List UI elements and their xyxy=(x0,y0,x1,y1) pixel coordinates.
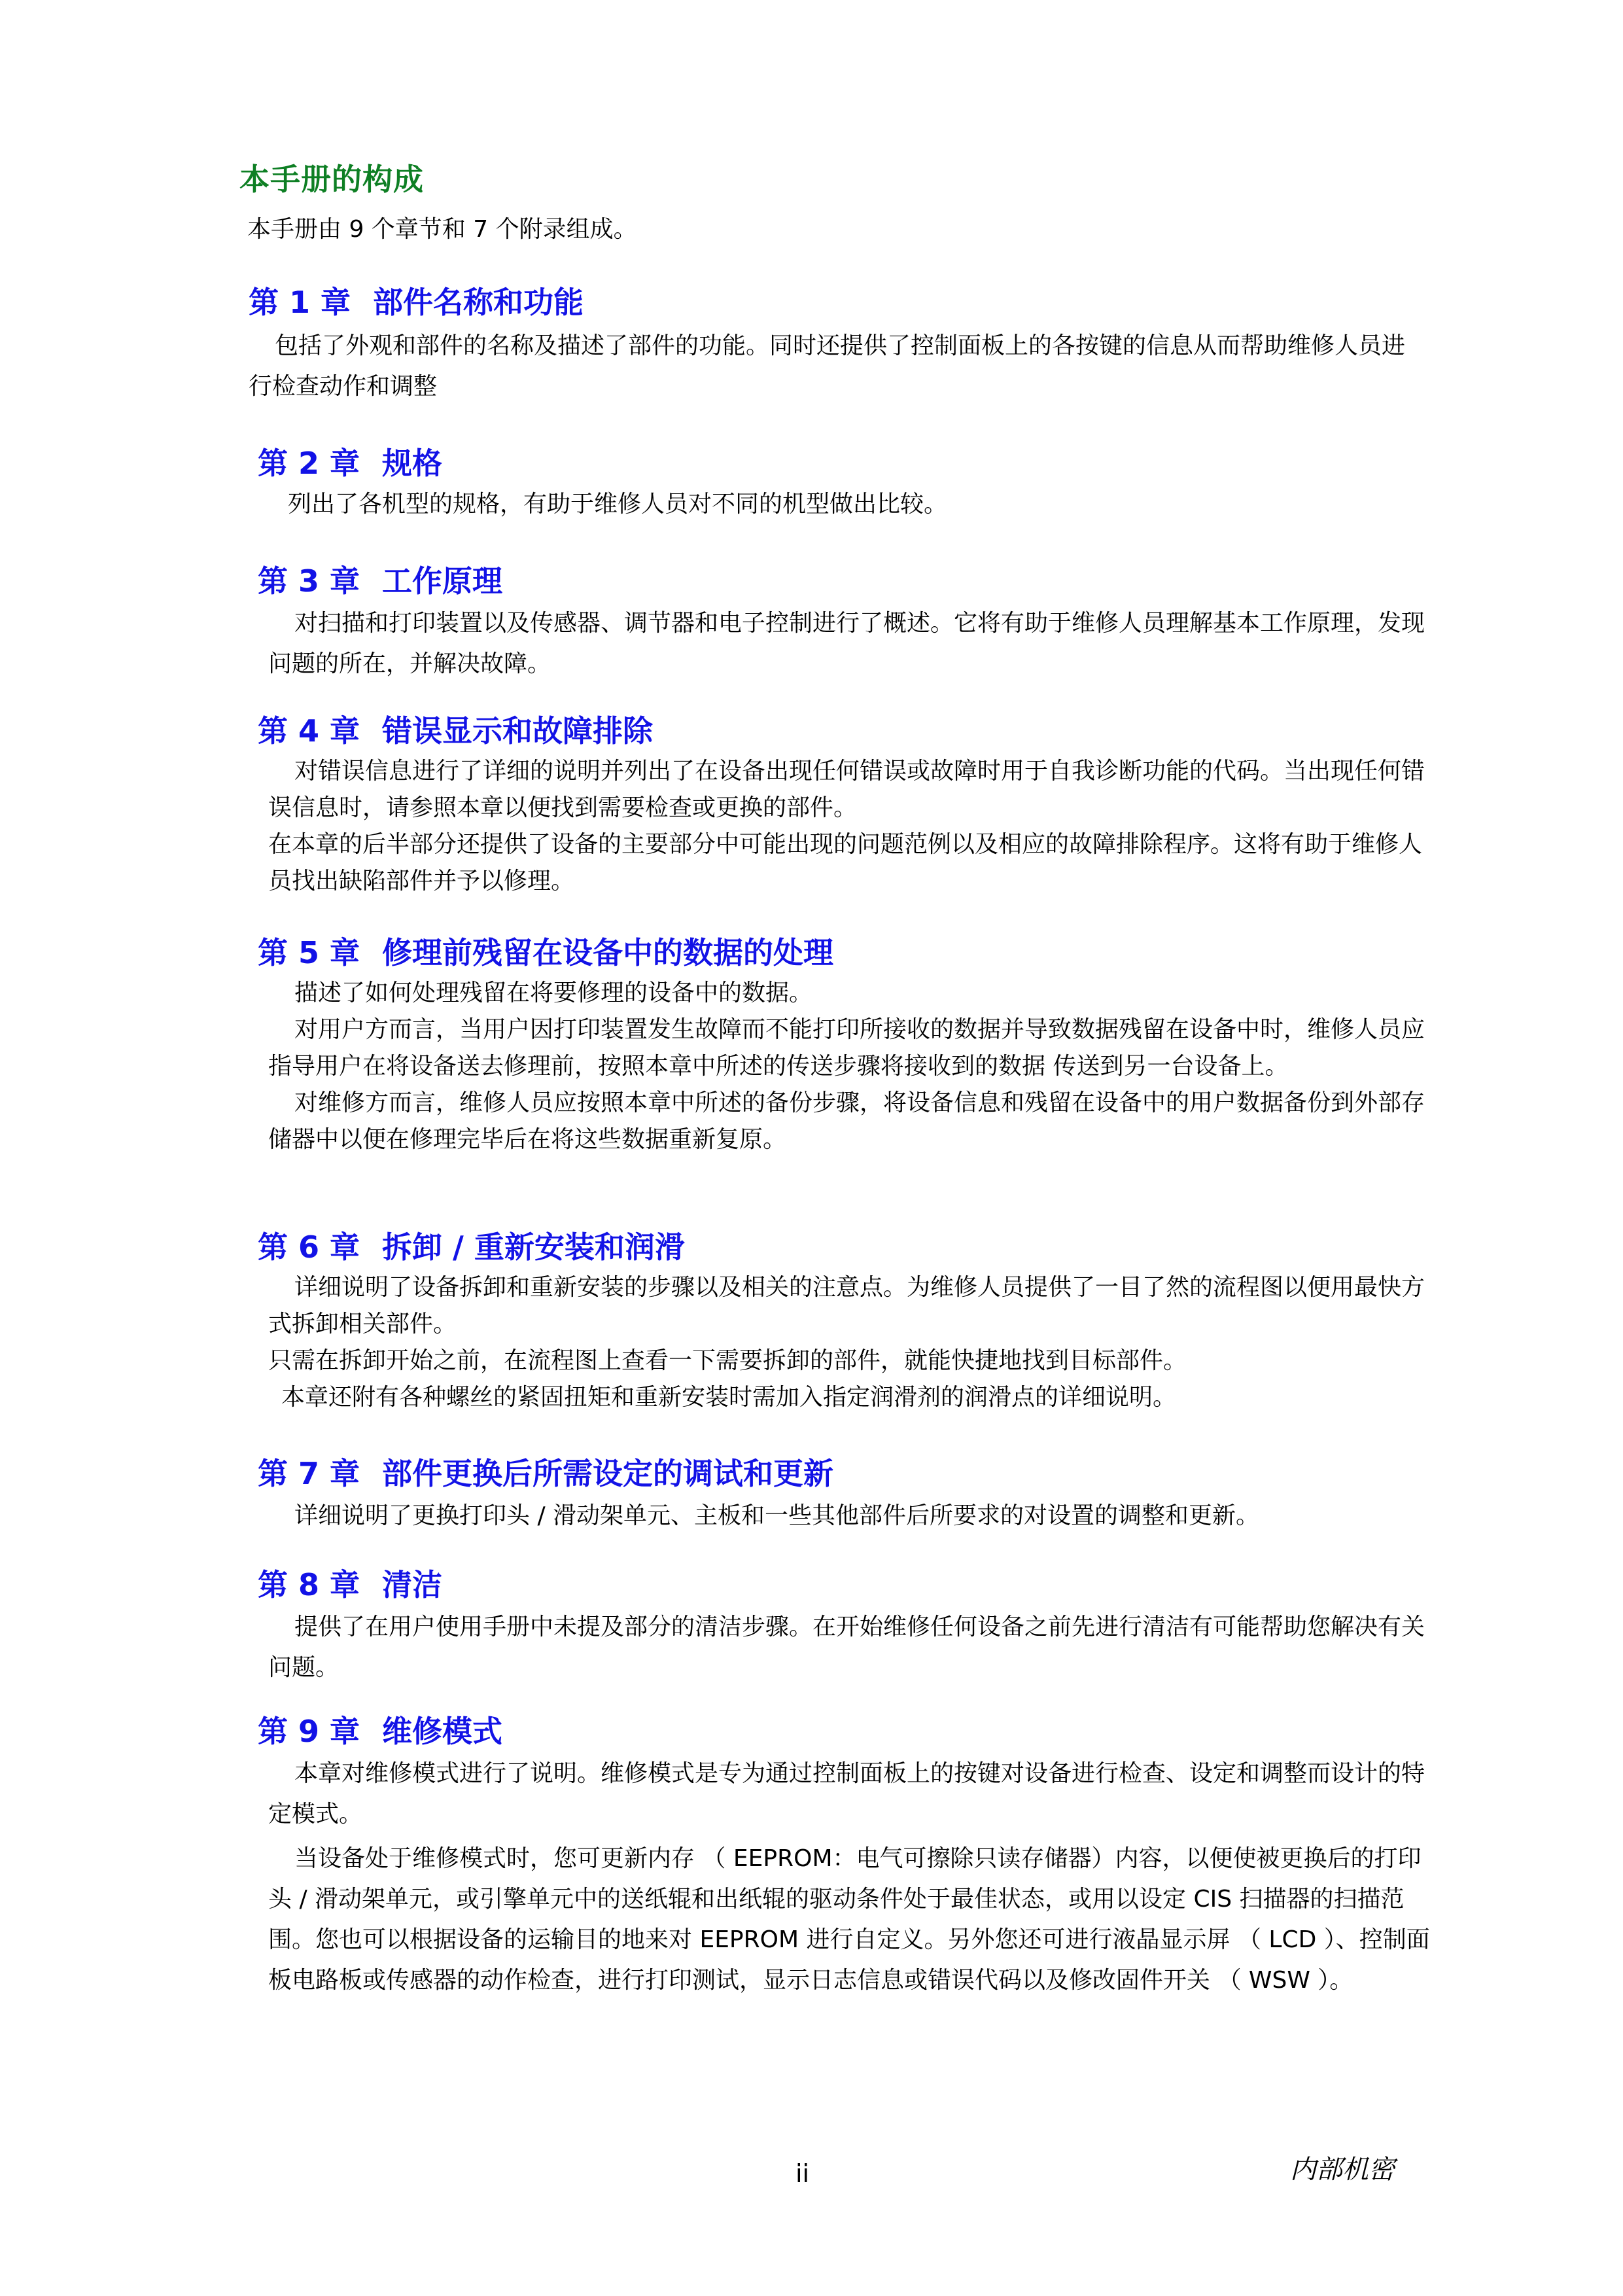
chapter-heading xyxy=(258,561,1439,601)
chapter-number: 第 2 章 xyxy=(258,446,360,481)
chapter-paragraph: 当设备处于维修模式时，您可更新内存 （ EEPROM：电气可擦除只读存储器）内容，以便使被更换后的打印头 / 滑动架单元，或引擎单元中的送纸辊和出纸辊的驱动条件处于最佳状态，或用以设定 CIS 扫描器的扫描范围。您也可以根据设备的运输目的地来对 EEPROM 进行自定义。另外您还可进行液晶显示屏 （ LCD ）、控制面板电路板或传感器的动作检查，进行打印测试，显示日志信息或错误代码以及修改固件开关 （ WSW ）。 xyxy=(268,1845,1430,1994)
chapter-body xyxy=(268,1754,1433,2001)
chapter-name: 部件名称和功能 xyxy=(373,285,584,320)
chapter-body xyxy=(268,1496,1433,1536)
chapter-number: 第 5 章 xyxy=(258,935,360,970)
chapter-heading xyxy=(258,711,1439,751)
chapter-paragraph: 本章对维修模式进行了说明。维修模式是专为通过控制面板上的按键对设备进行检查、设定和调整而设计的特定模式。 xyxy=(268,1760,1425,1828)
chapter-paragraph: 只需在拆卸开始之前，在流程图上查看一下需要拆卸的部件，就能快捷地找到目标部件。 xyxy=(268,1347,1187,1374)
chapter-body xyxy=(249,326,1420,407)
chapter-paragraph: 对维修方而言，维修人员应按照本章中所述的备份步骤，将设备信息和残留在设备中的用户数据备份到外部存储器中以便在修理完毕后在将这些数据重新复原。 xyxy=(268,1089,1425,1153)
chapter-paragraph: 对用户方而言，当用户因打印装置发生故障而不能打印所接收的数据并导致数据残留在设备中时，维修人员应指导用户在将设备送去修理前，按照本章中所述的传送步骤将接收到的数据 传送到另一台设备上。 xyxy=(268,1016,1425,1080)
chapter-paragraph: 对扫描和打印装置以及传感器、调节器和电子控制进行了概述。它将有助于维修人员理解基本工作原理，发现问题的所在，并解决故障。 xyxy=(268,610,1425,677)
chapter-heading xyxy=(249,283,1439,322)
chapter-paragraph: 描述了如何处理残留在将要修理的设备中的数据。 xyxy=(294,980,813,1006)
chapter-number: 第 6 章 xyxy=(258,1229,360,1265)
chapter-name: 部件更换后所需设定的调试和更新 xyxy=(382,1456,833,1491)
chapter-3 xyxy=(258,561,1439,684)
chapter-name: 拆卸 / 重新安装和润滑 xyxy=(382,1229,685,1265)
chapter-6 xyxy=(258,1227,1439,1416)
page-number: ii xyxy=(795,2159,810,2188)
chapter-number: 第 1 章 xyxy=(249,285,351,320)
chapter-paragraph: 提供了在用户使用手册中未提及部分的清洁步骤。在开始维修任何设备之前先进行清洁有可能帮助您解决有关问题。 xyxy=(268,1614,1425,1681)
chapter-name: 维修模式 xyxy=(382,1714,502,1749)
confidential-label: 内部机密 xyxy=(1290,2155,1395,2185)
chapter-4 xyxy=(258,711,1439,900)
chapter-8 xyxy=(258,1565,1439,1688)
chapter-paragraph: 列出了各机型的规格，有助于维修人员对不同的机型做出比较。 xyxy=(288,491,948,518)
chapter-number: 第 4 章 xyxy=(258,713,360,749)
chapter-body xyxy=(268,975,1433,1158)
chapter-heading xyxy=(258,1454,1439,1493)
chapter-paragraph: 包括了外观和部件的名称及描述了部件的功能。同时还提供了控制面板上的各按键的信息从而帮助维修人员进行检查动作和调整 xyxy=(249,332,1406,400)
chapter-heading xyxy=(258,444,1439,483)
chapter-paragraph: 对错误信息进行了详细的说明并列出了在设备出现任何错误或故障时用于自我诊断功能的代码。当出现任何错误信息时，请参照本章以便找到需要检查或更换的部件。 xyxy=(268,758,1425,821)
chapter-body xyxy=(262,484,1426,525)
chapter-heading xyxy=(258,1565,1439,1604)
chapter-paragraph: 在本章的后半部分还提供了设备的主要部分中可能出现的问题范例以及相应的故障排除程序。这将有助于维修人员找出缺陷部件并予以修理。 xyxy=(268,831,1423,894)
chapter-body xyxy=(268,753,1433,900)
chapter-2 xyxy=(258,444,1439,525)
chapter-body xyxy=(268,1269,1433,1416)
chapter-heading xyxy=(258,933,1439,972)
chapter-7 xyxy=(258,1454,1439,1536)
intro-text: 本手册由 9 个章节和 7 个附录组成。 xyxy=(247,216,637,243)
chapter-number: 第 8 章 xyxy=(258,1567,360,1602)
chapter-body xyxy=(268,603,1426,684)
chapter-5 xyxy=(258,933,1439,1158)
chapter-paragraph: 本章还附有各种螺丝的紧固扭矩和重新安装时需加入指定润滑剂的润滑点的详细说明。 xyxy=(281,1384,1177,1411)
chapter-name: 修理前残留在设备中的数据的处理 xyxy=(382,935,833,970)
chapter-body xyxy=(268,1607,1433,1688)
chapter-heading xyxy=(258,1712,1439,1751)
chapter-number: 第 9 章 xyxy=(258,1714,360,1749)
chapter-name: 错误显示和故障排除 xyxy=(382,713,653,749)
chapter-paragraph: 详细说明了设备拆卸和重新安装的步骤以及相关的注意点。为维修人员提供了一目了然的流程图以便用最快方式拆卸相关部件。 xyxy=(268,1274,1425,1337)
chapter-number: 第 7 章 xyxy=(258,1456,360,1491)
chapter-paragraph: 详细说明了更换打印头 / 滑动架单元、主板和一些其他部件后所要求的对设置的调整和更新。 xyxy=(294,1502,1260,1529)
chapter-name: 清洁 xyxy=(382,1567,442,1602)
chapter-name: 规格 xyxy=(382,446,442,481)
page-title: 本手册的构成 xyxy=(239,162,424,197)
chapter-1 xyxy=(249,283,1439,407)
chapter-name: 工作原理 xyxy=(382,563,502,599)
chapter-heading xyxy=(258,1227,1439,1267)
chapter-9 xyxy=(258,1712,1439,2001)
chapter-number: 第 3 章 xyxy=(258,563,360,599)
